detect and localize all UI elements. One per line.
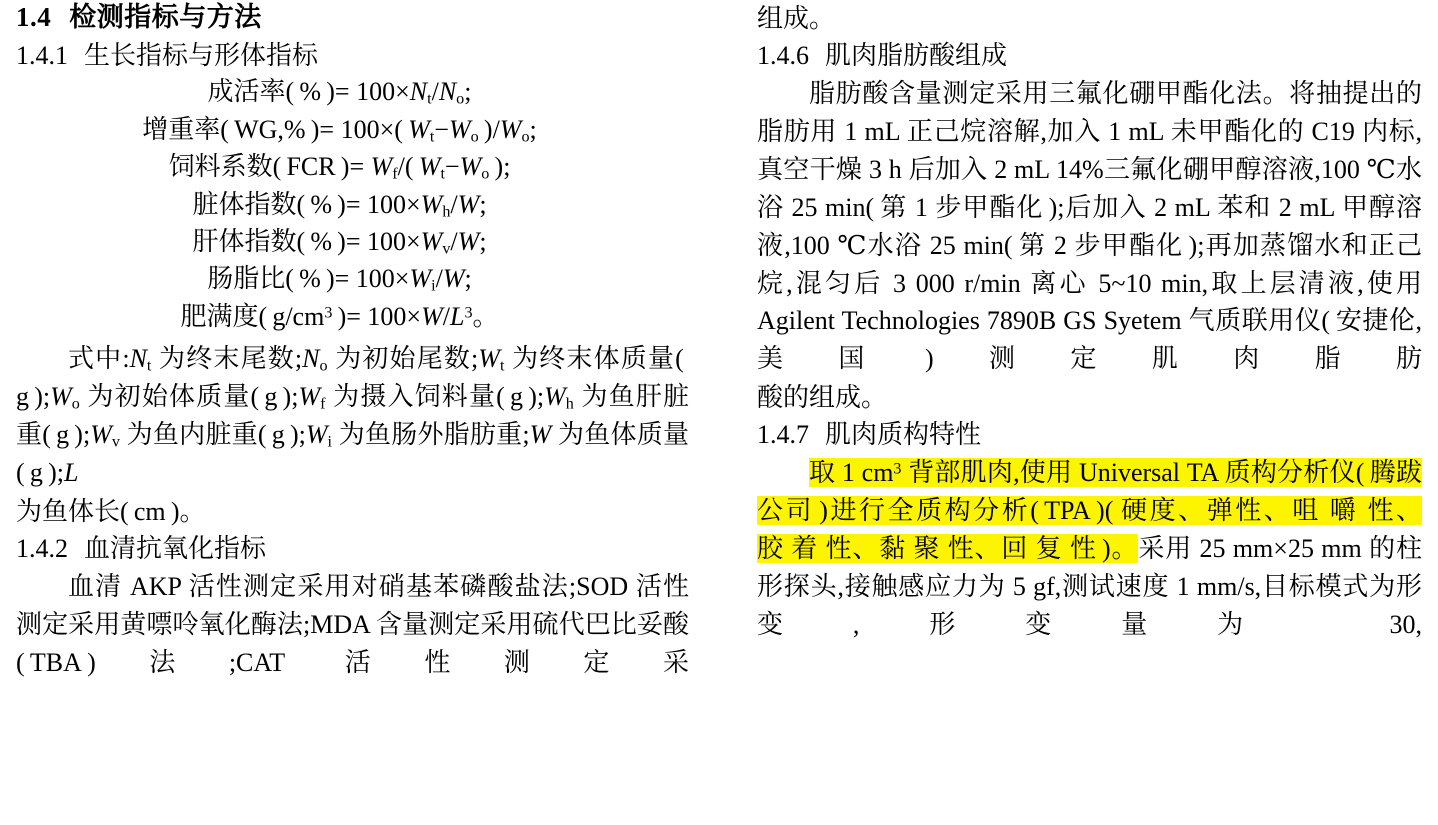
section-number: 1.4 (16, 2, 52, 32)
formula-hepatosomatic-index: 肝体指数( % )= $100\times W_v/W$; (192, 227, 487, 258)
subsection-heading-1-4-1 (16, 39, 689, 73)
formula-fcr: 饲料系数( FCR )= $W_f/$( $W_t-W_o$ ); (168, 152, 511, 183)
section-heading-1-4 (16, 0, 689, 35)
subsection-title: 生长指标与形体指标 (84, 40, 319, 70)
formula-weight-gain: 增重率( WG,% )= 100×( $W_t-W_o$ )$/W_o$; (142, 114, 537, 146)
section-title: 检测指标与方法 (69, 2, 262, 32)
formula-viscerosomatic-index: 脏体指数( % )= $100\times W_h/W$; (192, 189, 487, 221)
continuation-text: 组成。 (757, 4, 836, 33)
subsection-heading-1-4-7 (757, 418, 1422, 452)
subsection-title: 肌肉脂肪酸组成 (825, 40, 1008, 70)
formula-list (16, 74, 689, 335)
highlighted-text: 取 1 $cm^3$ 背部肌肉,使用 Universal TA 质构分析仪( 腾跋公司 )进行全质构分析( TPA )( 硬度、弹性、咀 嚼 性、胶 着 性、黏 聚 性、回 复 性 )。 (757, 458, 1422, 564)
paragraph-fatty-acid-composition: 脂肪酸含量测定采用三氟化硼甲酯化法。将抽提出的脂肪用 1 mL 正己烷溶解,加入 1 mL 未甲酯化的 C19 内标,真空干燥 3 h 后加入 2 mL 14%三氟化硼甲醇溶液,100 ℃水浴 25 min( 第 1 步甲酯化 );后加入 2 mL 苯和 2 mL 甲醇溶液,100 ℃水浴 25 min( 第 2 步甲酯化 );再加蒸馏水和正己烷,混匀后 3 000 r/min 离心 5~10 min,取上层清液,使用 Agilent Technologies 7890B GS Syetem 气质联用仪( 安捷伦,美国 )测定肌肉脂肪 (757, 78, 1422, 374)
right-column (719, 0, 1422, 825)
left-column (16, 0, 719, 825)
paragraph-texture-properties: 取 1 $cm^3$ 背部肌肉,使用 Universal TA 质构分析仪( 腾跋公司 )进行全质构分析( TPA )( 硬度、弹性、咀 嚼 性、胶 着 性、黏 聚 性、回 复 性 )。采用 25 mm×25 mm 的柱形探头,接触感应力为 5 gf,测试速度 1 mm/s,目标模式为形变,形变量为 30, (757, 458, 1422, 639)
subsection-number: 1.4.7 (757, 420, 809, 450)
subsection-title: 血清抗氧化指标 (84, 533, 267, 563)
subsection-title: 肌肉质构特性 (825, 420, 982, 450)
subsection-number: 1.4.1 (16, 40, 68, 70)
notation-paragraph: 式中$:N_t$ 为终末尾数$;N_o$ 为初始尾数$;W_t$ 为终末体质量( g )$;W_o$ 为初始体质量( g )$;W_f$ 为摄入饲料量( g )$;W_h$ 为鱼肝脏重( g )$;W_v$ 为鱼内脏重( g )$;W_i$ 为鱼肠外脂肪重;W 为鱼体质量( g );L (16, 343, 689, 487)
subsection-number: 1.4.6 (757, 40, 809, 70)
formula-condition-factor: 肥满度( $g/cm^3$ )= $100\times W/L^3$。 (180, 301, 499, 331)
paragraph-serum-antioxidant: 血清 AKP 活性测定采用对硝基苯磷酸盐法;SOD 活性测定采用黄嘌呤氧化酶法;MDA 含量测定采用硫代巴比妥酸( TBA )法;CAT 活性测定采 (16, 571, 689, 677)
paragraph-fatty-acid-tail: 酸的组成。 (757, 383, 888, 413)
notation-paragraph-tail: 为鱼体长( cm )。 (16, 496, 206, 526)
subsection-number: 1.4.2 (16, 533, 68, 563)
subsection-heading-1-4-2 (16, 532, 689, 566)
formula-intestinal-fat-ratio: 肠脂比( % )= $100\times W_i/W$; (207, 264, 472, 295)
formula-survival-rate: 成活率( % )= $100\times N_t/N_o$; (207, 77, 472, 108)
subsection-heading-1-4-6 (757, 39, 1422, 73)
